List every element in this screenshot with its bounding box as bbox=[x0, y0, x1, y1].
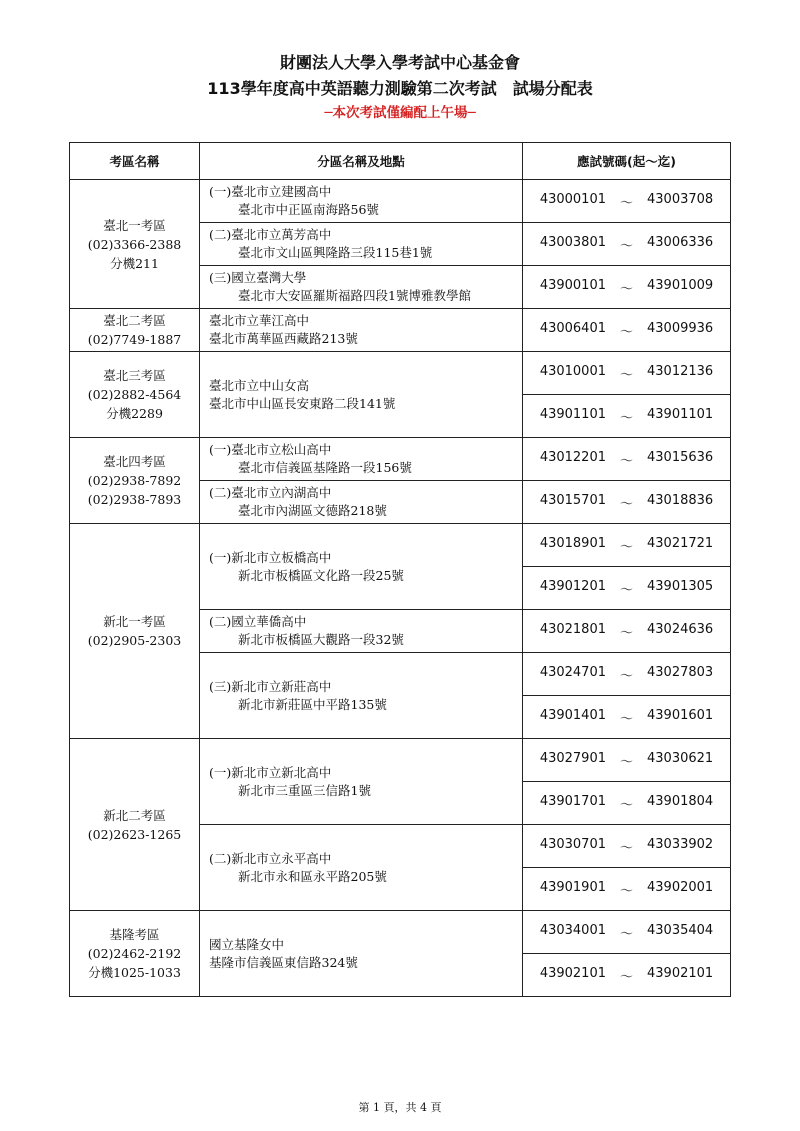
region-line: 臺北三考區 bbox=[103, 368, 166, 383]
region-line: 分機2289 bbox=[106, 406, 163, 421]
range-separator: ～ bbox=[619, 883, 633, 899]
site-name: (二)新北市立永平高中 bbox=[209, 850, 332, 866]
range-cell bbox=[523, 309, 731, 352]
range-cell bbox=[523, 696, 731, 739]
site-address: 臺北市中正區南海路56號 bbox=[238, 202, 379, 217]
site-name: (一)臺北市立松山高中 bbox=[209, 442, 332, 457]
range-end: 43003708 bbox=[647, 191, 714, 207]
range-separator: ～ bbox=[619, 582, 633, 598]
site-cell bbox=[200, 524, 523, 610]
range-cell bbox=[523, 739, 731, 782]
region-line: (02)2905-2303 bbox=[87, 633, 182, 648]
site-cell bbox=[200, 610, 523, 653]
site-name: (一)臺北市立建國高中 bbox=[209, 184, 332, 199]
table-row bbox=[70, 739, 731, 782]
range-start: 43902101 bbox=[539, 965, 606, 981]
range-start: 43034001 bbox=[539, 922, 606, 938]
site-address: 臺北市中山區長安東路二段141號 bbox=[209, 395, 396, 411]
range-end: 43021721 bbox=[647, 535, 714, 551]
range-start: 43018901 bbox=[539, 535, 606, 551]
range-cell bbox=[523, 567, 731, 610]
range-start: 43000101 bbox=[539, 191, 606, 207]
range-separator: ～ bbox=[619, 625, 633, 641]
range-end: 43015636 bbox=[647, 449, 714, 465]
range-separator: ～ bbox=[619, 969, 633, 985]
range-separator: ～ bbox=[619, 238, 633, 254]
range-separator: ～ bbox=[619, 539, 633, 555]
range-end: 43902001 bbox=[647, 879, 714, 895]
site-address: 基隆市信義區東信路324號 bbox=[209, 954, 358, 970]
site-name: (三)新北市立新莊高中 bbox=[209, 678, 332, 694]
range-start: 43012201 bbox=[539, 449, 606, 465]
range-cell bbox=[523, 524, 731, 567]
table-row bbox=[70, 438, 731, 481]
range-separator: ～ bbox=[619, 195, 633, 211]
range-end: 43901804 bbox=[647, 793, 714, 809]
range-cell bbox=[523, 911, 731, 954]
range-end: 43901101 bbox=[647, 406, 714, 422]
org-title: 財團法人大學入學考試中心基金會 bbox=[279, 53, 520, 72]
site-cell bbox=[200, 911, 523, 997]
doc-title: 113學年度高中英語聽力測驗第二次考試 試場分配表 bbox=[207, 79, 593, 98]
range-cell bbox=[523, 868, 731, 911]
range-end: 43901601 bbox=[647, 707, 714, 723]
region-line: 新北二考區 bbox=[103, 807, 166, 823]
region-line: 基隆考區 bbox=[109, 927, 160, 942]
range-separator: ～ bbox=[619, 281, 633, 297]
range-separator: ～ bbox=[619, 754, 633, 770]
range-start: 43027901 bbox=[539, 750, 606, 766]
range-end: 43901305 bbox=[647, 578, 714, 594]
range-start: 43015701 bbox=[539, 492, 606, 508]
region-cell bbox=[70, 911, 200, 997]
col-header-site: 分區名稱及地點 bbox=[200, 143, 523, 180]
site-cell bbox=[200, 438, 523, 481]
site-address: 臺北市內湖區文德路218號 bbox=[238, 503, 387, 518]
table-row bbox=[70, 309, 731, 352]
site-address: 臺北市大安區羅斯福路四段1號博雅教學館 bbox=[238, 288, 471, 303]
range-cell bbox=[523, 653, 731, 696]
range-end: 43035404 bbox=[647, 922, 714, 938]
region-line: 分機211 bbox=[110, 255, 159, 271]
range-cell bbox=[523, 438, 731, 481]
region-line: (02)2882-4564 bbox=[87, 387, 182, 402]
table-header-row bbox=[70, 143, 731, 180]
range-end: 43018836 bbox=[647, 492, 714, 508]
site-address: 新北市板橋區文化路一段25號 bbox=[238, 567, 404, 583]
range-separator: ～ bbox=[619, 711, 633, 727]
site-cell bbox=[200, 825, 523, 911]
region-cell bbox=[70, 739, 200, 911]
table-row bbox=[70, 180, 731, 223]
region-cell bbox=[70, 180, 200, 309]
region-line: (02)2938-7892 bbox=[87, 473, 182, 488]
range-start: 43901201 bbox=[539, 578, 606, 594]
range-end: 43033902 bbox=[647, 836, 714, 852]
site-name: (一)新北市立板橋高中 bbox=[209, 549, 332, 565]
site-name: (一)新北市立新北高中 bbox=[209, 764, 332, 780]
range-cell bbox=[523, 610, 731, 653]
site-cell bbox=[200, 309, 523, 352]
region-line: 臺北二考區 bbox=[103, 313, 166, 328]
range-start: 43901701 bbox=[539, 793, 606, 809]
table-row bbox=[70, 911, 731, 954]
range-start: 43900101 bbox=[539, 277, 606, 293]
table-row bbox=[70, 524, 731, 567]
range-separator: ～ bbox=[619, 324, 633, 340]
site-cell bbox=[200, 266, 523, 309]
document-header bbox=[0, 50, 800, 124]
range-separator: ～ bbox=[619, 840, 633, 856]
region-line: (02)3366-2388 bbox=[87, 236, 182, 252]
site-address: 臺北市萬華區西藏路213號 bbox=[209, 331, 358, 346]
col-header-region: 考區名稱 bbox=[70, 143, 200, 180]
site-name: 臺北市立中山女高 bbox=[209, 377, 310, 393]
range-separator: ～ bbox=[619, 453, 633, 469]
col-header-range: 應試號碼(起～迄) bbox=[523, 143, 731, 180]
region-cell bbox=[70, 352, 200, 438]
range-separator: ～ bbox=[619, 926, 633, 942]
site-address: 臺北市信義區基隆路一段156號 bbox=[238, 460, 412, 475]
table-body bbox=[70, 180, 731, 997]
region-line: (02)2623-1265 bbox=[87, 826, 182, 842]
site-address: 新北市新莊區中平路135號 bbox=[238, 696, 387, 712]
range-start: 43024701 bbox=[539, 664, 606, 680]
site-cell bbox=[200, 352, 523, 438]
range-cell bbox=[523, 782, 731, 825]
site-name: 國立基隆女中 bbox=[209, 936, 285, 952]
site-cell bbox=[200, 223, 523, 266]
site-address: 新北市永和區永平路205號 bbox=[238, 868, 387, 884]
range-start: 43901401 bbox=[539, 707, 606, 723]
range-cell bbox=[523, 266, 731, 309]
site-address: 臺北市文山區興隆路三段115巷1號 bbox=[238, 245, 433, 260]
range-start: 43006401 bbox=[539, 320, 606, 336]
region-line: 新北一考區 bbox=[103, 614, 166, 629]
site-cell bbox=[200, 481, 523, 524]
range-start: 43030701 bbox=[539, 836, 606, 852]
region-cell bbox=[70, 524, 200, 739]
site-cell bbox=[200, 653, 523, 739]
range-start: 43003801 bbox=[539, 234, 606, 250]
region-line: (02)7749-1887 bbox=[87, 332, 182, 347]
range-end: 43027803 bbox=[647, 664, 714, 680]
region-line: (02)2462-2192 bbox=[87, 946, 182, 961]
range-cell bbox=[523, 481, 731, 524]
range-end: 43901009 bbox=[647, 277, 714, 293]
table-row bbox=[70, 352, 731, 395]
range-cell bbox=[523, 954, 731, 997]
range-separator: ～ bbox=[619, 668, 633, 684]
site-cell bbox=[200, 180, 523, 223]
range-start: 43901101 bbox=[539, 406, 606, 422]
range-separator: ～ bbox=[619, 496, 633, 512]
region-line: 臺北一考區 bbox=[103, 217, 166, 233]
region-cell bbox=[70, 309, 200, 352]
site-cell bbox=[200, 739, 523, 825]
range-end: 43902101 bbox=[647, 965, 714, 981]
range-end: 43009936 bbox=[647, 320, 714, 336]
page-footer: 第 1 頁，共 4 頁 bbox=[358, 1101, 442, 1114]
region-cell bbox=[70, 438, 200, 524]
range-separator: ～ bbox=[619, 797, 633, 813]
range-start: 43010001 bbox=[539, 363, 606, 379]
site-name: (二)臺北市立萬芳高中 bbox=[209, 227, 332, 242]
region-line: 分機1025-1033 bbox=[88, 965, 181, 980]
range-end: 43012136 bbox=[647, 363, 714, 379]
range-cell bbox=[523, 223, 731, 266]
site-name: (二)臺北市立內湖高中 bbox=[209, 485, 332, 500]
range-start: 43901901 bbox=[539, 879, 606, 895]
site-name: 臺北市立華江高中 bbox=[209, 313, 310, 328]
region-line: (02)2938-7893 bbox=[87, 492, 182, 507]
site-address: 新北市三重區三信路1號 bbox=[238, 782, 371, 798]
range-cell bbox=[523, 180, 731, 223]
range-cell bbox=[523, 352, 731, 395]
allocation-table bbox=[69, 142, 731, 997]
site-name: (三)國立臺灣大學 bbox=[209, 270, 307, 285]
site-name: (二)國立華僑高中 bbox=[209, 614, 307, 629]
range-separator: ～ bbox=[619, 367, 633, 383]
session-note: ─本次考試僅編配上午場─ bbox=[324, 105, 476, 121]
site-address: 新北市板橋區大觀路一段32號 bbox=[238, 632, 404, 647]
region-line: 臺北四考區 bbox=[103, 454, 166, 469]
range-end: 43006336 bbox=[647, 234, 714, 250]
range-start: 43021801 bbox=[539, 621, 606, 637]
range-end: 43024636 bbox=[647, 621, 714, 637]
range-cell bbox=[523, 825, 731, 868]
range-separator: ～ bbox=[619, 410, 633, 426]
range-cell bbox=[523, 395, 731, 438]
range-end: 43030621 bbox=[647, 750, 714, 766]
